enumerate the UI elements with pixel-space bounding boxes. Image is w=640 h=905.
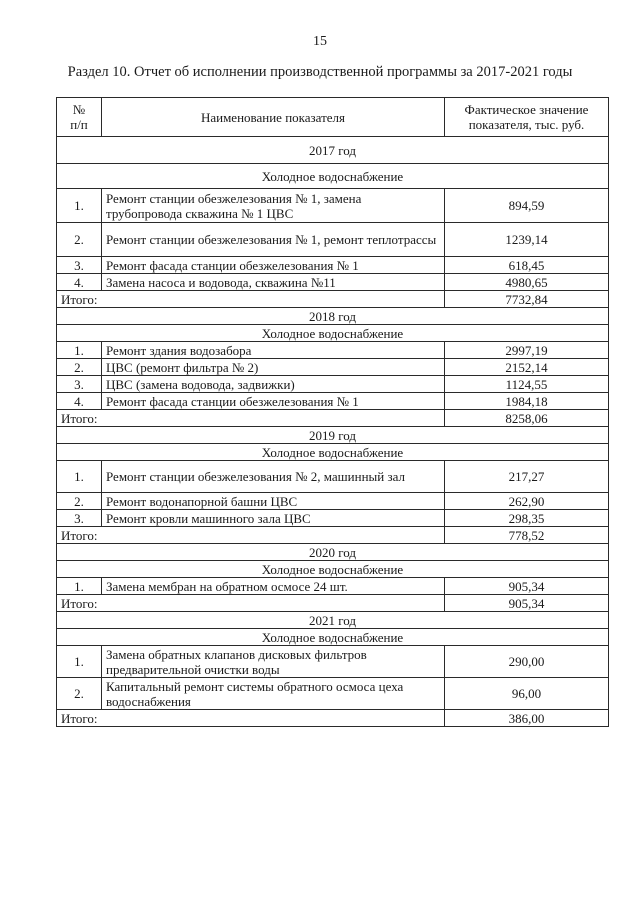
item-num: 2. bbox=[57, 223, 102, 257]
total-value: 8258,06 bbox=[445, 410, 609, 427]
year-label: 2018 год bbox=[57, 308, 609, 325]
year-row-2019 bbox=[57, 427, 609, 444]
header-name: Наименование показателя bbox=[102, 98, 445, 137]
total-label: Итого: bbox=[57, 595, 445, 612]
table-row bbox=[57, 678, 609, 710]
total-label: Итого: bbox=[57, 710, 445, 727]
header-value-line2: показателя, тыс. руб. bbox=[468, 117, 585, 132]
table-row bbox=[57, 257, 609, 274]
item-value: 2152,14 bbox=[445, 359, 609, 376]
item-name: Ремонт фасада станции обезжелезования № 1 bbox=[102, 257, 445, 274]
table-header-row bbox=[57, 98, 609, 137]
category-label: Холодное водоснабжение bbox=[57, 164, 609, 189]
category-label: Холодное водоснабжение bbox=[57, 444, 609, 461]
item-value: 1984,18 bbox=[445, 393, 609, 410]
year-row-2018 bbox=[57, 308, 609, 325]
item-name: Замена мембран на обратном осмосе 24 шт. bbox=[102, 578, 445, 595]
total-row-2020 bbox=[57, 595, 609, 612]
total-label: Итого: bbox=[57, 410, 445, 427]
category-row-2021 bbox=[57, 629, 609, 646]
table-row bbox=[57, 493, 609, 510]
item-name: Ремонт станции обезжелезования № 1, замена трубопровода скважина № 1 ЦВС bbox=[102, 189, 445, 223]
header-value-line1: Фактическое значение bbox=[464, 102, 589, 117]
header-num bbox=[57, 98, 102, 137]
table-row bbox=[57, 189, 609, 223]
table-row bbox=[57, 461, 609, 493]
item-num: 3. bbox=[57, 376, 102, 393]
item-value: 894,59 bbox=[445, 189, 609, 223]
total-label: Итого: bbox=[57, 527, 445, 544]
item-value: 217,27 bbox=[445, 461, 609, 493]
table-row bbox=[57, 578, 609, 595]
table-row bbox=[57, 376, 609, 393]
item-value: 618,45 bbox=[445, 257, 609, 274]
table-row bbox=[57, 223, 609, 257]
item-name: ЦВС (замена водовода, задвижки) bbox=[102, 376, 445, 393]
item-name: Ремонт здания водозабора bbox=[102, 342, 445, 359]
header-num-line1: № bbox=[72, 102, 86, 117]
report-table bbox=[56, 97, 609, 727]
item-value: 290,00 bbox=[445, 646, 609, 678]
total-row-2021 bbox=[57, 710, 609, 727]
category-row-2020 bbox=[57, 561, 609, 578]
item-num: 1. bbox=[57, 461, 102, 493]
item-name: Замена насоса и водовода, скважина №11 bbox=[102, 274, 445, 291]
item-num: 2. bbox=[57, 493, 102, 510]
year-label: 2017 год bbox=[57, 137, 609, 164]
item-name: ЦВС (ремонт фильтра № 2) bbox=[102, 359, 445, 376]
item-value: 262,90 bbox=[445, 493, 609, 510]
category-label: Холодное водоснабжение bbox=[57, 325, 609, 342]
total-label: Итого: bbox=[57, 291, 445, 308]
total-value: 386,00 bbox=[445, 710, 609, 727]
item-num: 1. bbox=[57, 342, 102, 359]
item-name: Ремонт станции обезжелезования № 2, машинный зал bbox=[102, 461, 445, 493]
item-num: 1. bbox=[57, 578, 102, 595]
total-value: 7732,84 bbox=[445, 291, 609, 308]
total-value: 778,52 bbox=[445, 527, 609, 544]
year-row-2021 bbox=[57, 612, 609, 629]
item-num: 3. bbox=[57, 510, 102, 527]
item-num: 2. bbox=[57, 678, 102, 710]
year-row-2017 bbox=[57, 137, 609, 164]
item-value: 905,34 bbox=[445, 578, 609, 595]
total-value: 905,34 bbox=[445, 595, 609, 612]
item-value: 2997,19 bbox=[445, 342, 609, 359]
year-label: 2019 год bbox=[57, 427, 609, 444]
item-num: 2. bbox=[57, 359, 102, 376]
item-name: Ремонт фасада станции обезжелезования № 1 bbox=[102, 393, 445, 410]
table-row bbox=[57, 393, 609, 410]
item-name: Ремонт водонапорной башни ЦВС bbox=[102, 493, 445, 510]
table-row bbox=[57, 646, 609, 678]
table-row bbox=[57, 342, 609, 359]
item-value: 1239,14 bbox=[445, 223, 609, 257]
table-row bbox=[57, 510, 609, 527]
item-num: 1. bbox=[57, 189, 102, 223]
table-row bbox=[57, 274, 609, 291]
header-value bbox=[445, 98, 609, 137]
table-row bbox=[57, 359, 609, 376]
year-label: 2020 год bbox=[57, 544, 609, 561]
category-label: Холодное водоснабжение bbox=[57, 561, 609, 578]
total-row-2018 bbox=[57, 410, 609, 427]
item-num: 3. bbox=[57, 257, 102, 274]
header-num-line2: п/п bbox=[70, 117, 88, 132]
section-title: Раздел 10. Отчет об исполнении производственной программы за 2017-2021 годы bbox=[67, 64, 573, 80]
item-value: 4980,65 bbox=[445, 274, 609, 291]
category-row-2019 bbox=[57, 444, 609, 461]
page-number: 15 bbox=[313, 34, 327, 49]
category-label: Холодное водоснабжение bbox=[57, 629, 609, 646]
item-num: 4. bbox=[57, 393, 102, 410]
item-name: Ремонт станции обезжелезования № 1, ремонт теплотрассы bbox=[102, 223, 445, 257]
item-name: Замена обратных клапанов дисковых фильтров предварительной очистки воды bbox=[102, 646, 445, 678]
total-row-2017 bbox=[57, 291, 609, 308]
category-row-2018 bbox=[57, 325, 609, 342]
item-num: 1. bbox=[57, 646, 102, 678]
item-num: 4. bbox=[57, 274, 102, 291]
total-row-2019 bbox=[57, 527, 609, 544]
item-name: Ремонт кровли машинного зала ЦВС bbox=[102, 510, 445, 527]
category-row-2017 bbox=[57, 164, 609, 189]
item-value: 96,00 bbox=[445, 678, 609, 710]
year-row-2020 bbox=[57, 544, 609, 561]
item-value: 1124,55 bbox=[445, 376, 609, 393]
year-label: 2021 год bbox=[57, 612, 609, 629]
item-value: 298,35 bbox=[445, 510, 609, 527]
item-name: Капитальный ремонт системы обратного осмоса цеха водоснабжения bbox=[102, 678, 445, 710]
